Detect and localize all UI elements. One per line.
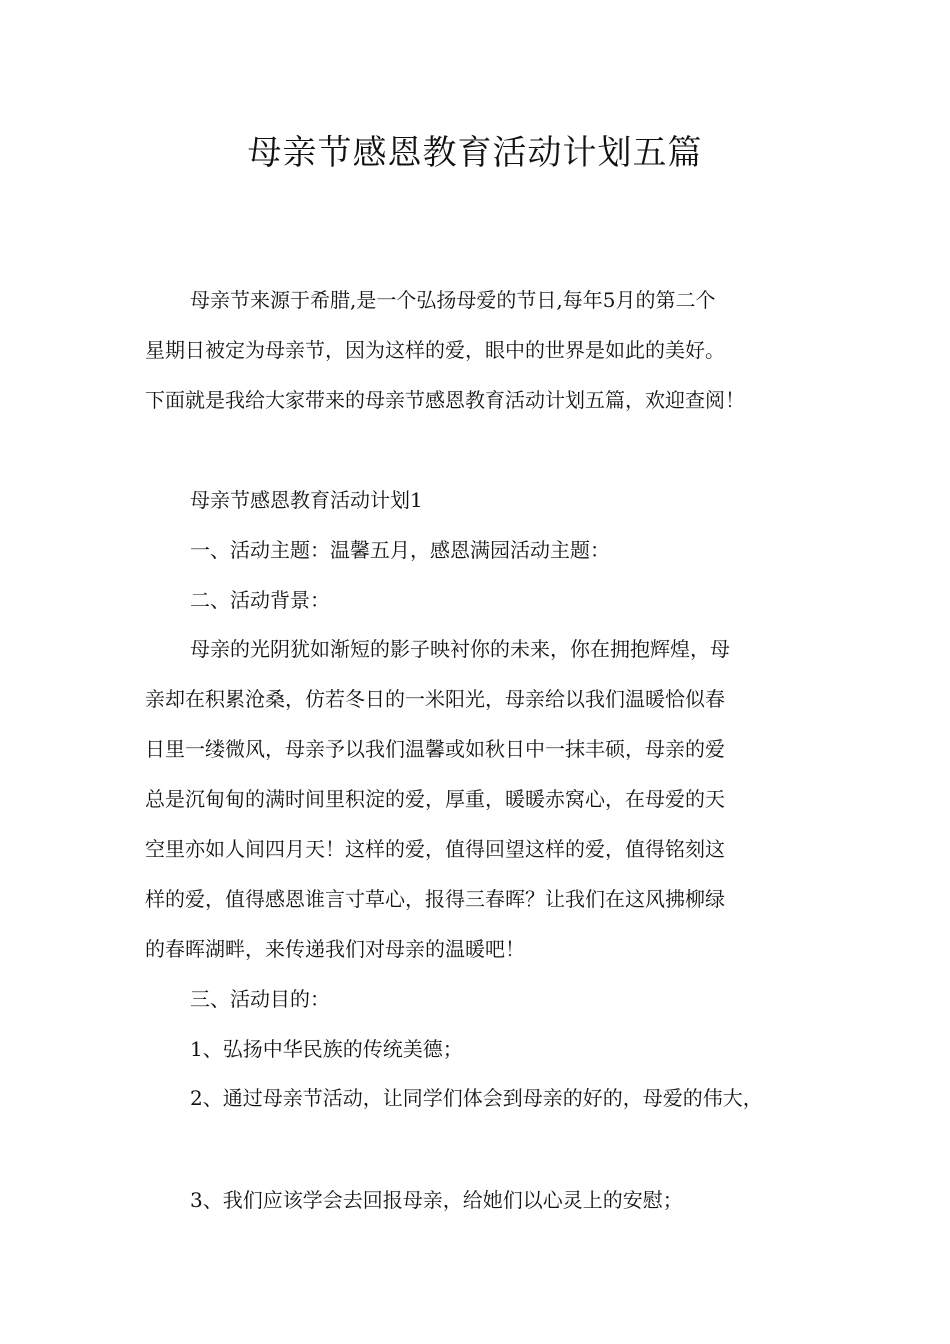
background-line: 样的爱，值得感恩谁言寸草心，报得三春晖？让我们在这风拂柳绿	[145, 887, 725, 911]
background-heading: 二、活动背景：	[190, 588, 330, 612]
intro-line: 下面就是我给大家带来的母亲节感恩教育活动计划五篇，欢迎查阅！	[145, 388, 745, 412]
activity-theme: 一、活动主题：温馨五月，感恩满园活动主题：	[190, 538, 610, 562]
intro-line: 母亲节来源于希腊,是一个弘扬母爱的节日,每年5月的第二个	[190, 288, 716, 312]
purpose-item: 3、我们应该学会去回报母亲，给她们以心灵上的安慰；	[190, 1188, 683, 1212]
purpose-item: 2、通过母亲节活动，让同学们体会到母亲的好的，母爱的伟大，	[190, 1086, 763, 1110]
purpose-heading: 三、活动目的：	[190, 987, 330, 1011]
background-line: 母亲的光阴犹如渐短的影子映衬你的未来，你在拥抱辉煌，母	[190, 637, 730, 661]
background-line: 的春晖湖畔，来传递我们对母亲的温暖吧！	[145, 937, 525, 961]
background-line: 总是沉甸甸的满时间里积淀的爱，厚重，暖暖赤窝心，在母爱的天	[145, 787, 725, 811]
purpose-item: 1、弘扬中华民族的传统美德；	[190, 1037, 463, 1061]
background-line: 空里亦如人间四月天！这样的爱，值得回望这样的爱，值得铭刻这	[145, 837, 725, 861]
section-heading: 母亲节感恩教育活动计划1	[190, 488, 423, 512]
background-line: 日里一缕微风，母亲予以我们温馨或如秋日中一抹丰硕，母亲的爱	[145, 737, 725, 761]
document-title: 母亲节感恩教育活动计划五篇	[247, 133, 703, 173]
background-line: 亲却在积累沧桑，仿若冬日的一米阳光，母亲给以我们温暖恰似春	[145, 687, 725, 711]
intro-line: 星期日被定为母亲节，因为这样的爱，眼中的世界是如此的美好。	[145, 338, 725, 362]
